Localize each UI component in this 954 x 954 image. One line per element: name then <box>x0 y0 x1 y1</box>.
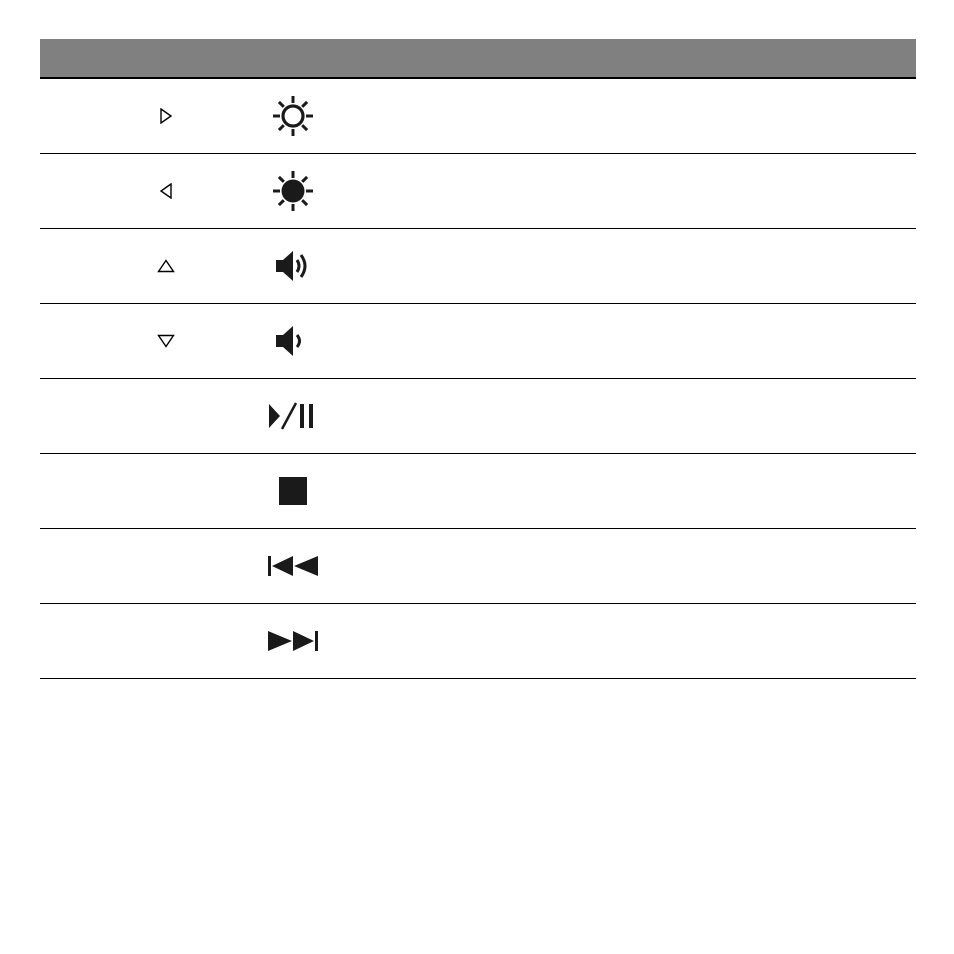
function-icon-cell <box>262 529 324 602</box>
key-cell <box>148 604 184 677</box>
function-icon-cell <box>262 229 324 302</box>
key-cell <box>148 79 184 152</box>
brightness-up-icon <box>270 93 316 139</box>
table-row <box>40 379 916 454</box>
description-cell <box>370 529 916 602</box>
description-cell <box>370 154 916 227</box>
key-cell <box>148 229 184 302</box>
key-cell <box>148 154 184 227</box>
previous-track-icon <box>266 554 320 578</box>
triangle-right-outline-icon <box>159 108 173 124</box>
table-row <box>40 79 916 154</box>
table-row <box>40 529 916 604</box>
brightness-down-icon <box>270 168 316 214</box>
description-cell <box>370 604 916 677</box>
table-row <box>40 604 916 679</box>
key-cell <box>148 529 184 602</box>
function-icon-cell <box>262 454 324 527</box>
key-cell <box>148 454 184 527</box>
description-cell <box>370 229 916 302</box>
description-cell <box>370 304 916 377</box>
next-track-icon <box>266 629 320 653</box>
description-cell <box>370 454 916 527</box>
function-icon-cell <box>262 379 324 452</box>
table-row <box>40 304 916 379</box>
hotkey-table <box>40 39 916 679</box>
function-icon-cell <box>262 604 324 677</box>
triangle-down-outline-icon <box>157 334 175 348</box>
key-cell <box>148 304 184 377</box>
play-pause-icon <box>267 401 319 431</box>
volume-up-icon <box>273 248 313 284</box>
triangle-up-outline-icon <box>157 259 175 273</box>
key-cell <box>148 379 184 452</box>
function-icon-cell <box>262 154 324 227</box>
description-cell <box>370 379 916 452</box>
triangle-left-outline-icon <box>159 183 173 199</box>
function-icon-cell <box>262 79 324 152</box>
table-header <box>40 39 916 79</box>
table-row <box>40 229 916 304</box>
description-cell <box>370 79 916 152</box>
table-row <box>40 154 916 229</box>
volume-down-icon <box>273 323 313 359</box>
stop-icon <box>278 476 308 506</box>
table-row <box>40 454 916 529</box>
function-icon-cell <box>262 304 324 377</box>
